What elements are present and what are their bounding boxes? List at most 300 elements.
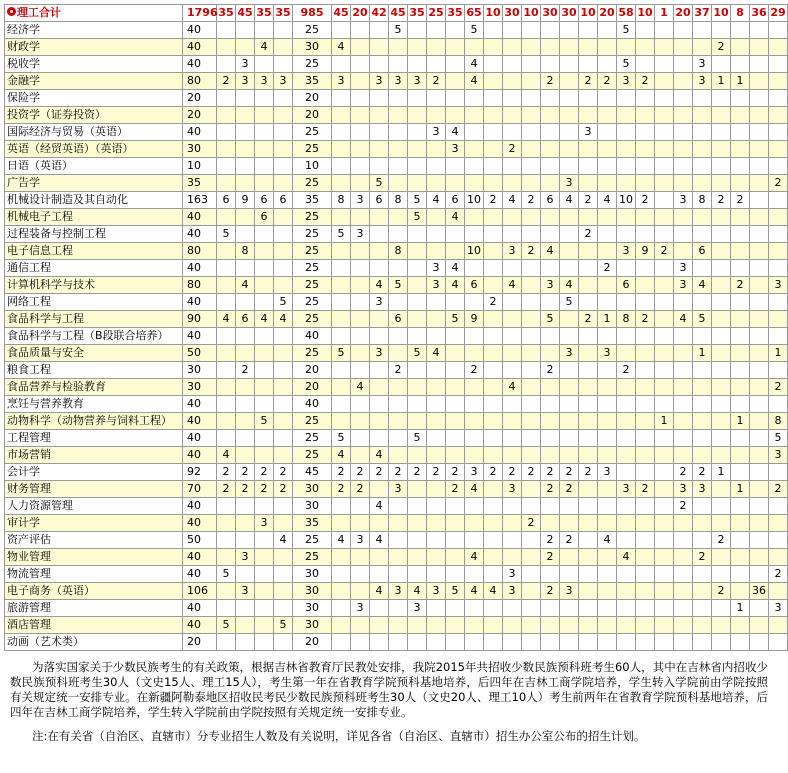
header-value-cell: 30 — [503, 5, 522, 22]
quota-cell — [465, 158, 484, 175]
quota-cell — [636, 634, 655, 651]
quota-cell — [522, 481, 541, 498]
quota-cell — [541, 634, 560, 651]
quota-cell — [769, 532, 788, 549]
quota-cell: 6 — [217, 192, 236, 209]
quota-cell — [579, 362, 598, 379]
quota-cell — [617, 566, 636, 583]
quota-cell: 3 — [351, 192, 370, 209]
quota-cell — [389, 209, 408, 226]
quota-cell — [332, 124, 351, 141]
quota-cell — [750, 39, 769, 56]
quota-cell — [255, 56, 274, 73]
major-name-cell: 财政学 — [5, 39, 183, 56]
quota-cell — [446, 39, 465, 56]
quota-cell: 6 — [255, 209, 274, 226]
quota-cell: 2 — [731, 277, 750, 294]
quota-cell — [427, 107, 446, 124]
quota-cell — [560, 158, 579, 175]
quota-cell — [351, 328, 370, 345]
quota-cell — [484, 90, 503, 107]
quota-cell: 4 — [465, 481, 484, 498]
bullet-icon — [7, 7, 16, 16]
quota-cell: 5 — [274, 617, 293, 634]
quota-cell — [579, 277, 598, 294]
quota-cell — [560, 549, 579, 566]
quota-cell — [712, 498, 731, 515]
quota-cell — [484, 515, 503, 532]
quota-cell: 2 — [712, 192, 731, 209]
quota-cell — [636, 515, 655, 532]
quota-cell — [217, 328, 236, 345]
quota-cell — [274, 158, 293, 175]
quota-cell — [446, 243, 465, 260]
quota-cell — [332, 175, 351, 192]
quota-cell: 2 — [332, 464, 351, 481]
quota-cell — [579, 413, 598, 430]
quota-cell — [332, 243, 351, 260]
quota-cell — [693, 226, 712, 243]
quota-cell — [484, 532, 503, 549]
quota-cell — [769, 634, 788, 651]
header-value-cell: 30 — [541, 5, 560, 22]
header-value-cell: 10 — [484, 5, 503, 22]
quota-cell — [408, 328, 427, 345]
quota-cell — [427, 56, 446, 73]
quota-cell — [636, 90, 655, 107]
quota-cell — [370, 243, 389, 260]
quota-cell — [693, 583, 712, 600]
quota-cell: 2 — [484, 192, 503, 209]
quota-cell — [255, 22, 274, 39]
quota-cell — [636, 430, 655, 447]
quota-cell — [351, 22, 370, 39]
quota-cell — [332, 583, 351, 600]
quota-cell: 2 — [446, 464, 465, 481]
quota-cell — [351, 243, 370, 260]
quota-cell — [255, 107, 274, 124]
quota-cell — [446, 226, 465, 243]
major-name-cell: 网络工程 — [5, 294, 183, 311]
quota-cell: 4 — [427, 192, 446, 209]
quota-cell — [655, 481, 674, 498]
quota-cell — [712, 600, 731, 617]
quota-cell — [541, 260, 560, 277]
quota-cell — [750, 532, 769, 549]
quota-cell: 4 — [484, 583, 503, 600]
quota-cell: 3 — [693, 56, 712, 73]
quota-cell — [655, 107, 674, 124]
quota-cell: 3 — [351, 226, 370, 243]
quota-cell: 2 — [636, 73, 655, 90]
quota-cell — [674, 175, 693, 192]
quota-cell: 2 — [351, 464, 370, 481]
quota-cell — [217, 498, 236, 515]
quota-cell: 3 — [598, 464, 617, 481]
quota-cell — [579, 447, 598, 464]
quota-cell — [560, 600, 579, 617]
quota-cell — [731, 311, 750, 328]
quota-cell — [503, 498, 522, 515]
quota-cell — [236, 107, 255, 124]
quota-cell: 4 — [217, 311, 236, 328]
quota-cell — [693, 362, 712, 379]
quota-cell — [579, 345, 598, 362]
quota-cell: 5 — [389, 22, 408, 39]
quota-cell — [465, 413, 484, 430]
major-name-cell: 机械电子工程 — [5, 209, 183, 226]
quota-cell — [408, 447, 427, 464]
quota-cell — [446, 600, 465, 617]
quota-cell — [693, 413, 712, 430]
quota-cell — [522, 158, 541, 175]
header-value-cell: 36 — [750, 5, 769, 22]
header-value-cell: 35 — [255, 5, 274, 22]
quota-cell — [598, 209, 617, 226]
quota-cell — [389, 447, 408, 464]
quota-cell — [389, 345, 408, 362]
quota-cell — [236, 22, 255, 39]
quota-cell — [579, 566, 598, 583]
quota-cell — [389, 430, 408, 447]
quota-cell — [731, 464, 750, 481]
quota-cell — [332, 413, 351, 430]
quota-cell — [255, 90, 274, 107]
major-total-cell: 40 — [183, 226, 217, 243]
quota-cell — [503, 124, 522, 141]
quota-cell: 8 — [389, 243, 408, 260]
table-row — [5, 39, 788, 56]
quota-cell: 3 — [560, 175, 579, 192]
quota-cell — [427, 311, 446, 328]
quota-cell — [617, 600, 636, 617]
major-total-cell: 40 — [183, 515, 217, 532]
quota-cell — [503, 107, 522, 124]
quota-cell — [389, 515, 408, 532]
quota-cell — [541, 90, 560, 107]
quota-cell — [617, 379, 636, 396]
quota-cell — [427, 600, 446, 617]
major-name-cell: 食品营养与检验教育 — [5, 379, 183, 396]
quota-cell — [769, 73, 788, 90]
quota-cell — [674, 22, 693, 39]
major-total-cell: 30 — [183, 379, 217, 396]
quota-cell — [541, 124, 560, 141]
quota-cell: 45 — [293, 464, 332, 481]
quota-cell — [731, 124, 750, 141]
quota-cell — [579, 243, 598, 260]
quota-cell: 3 — [389, 73, 408, 90]
quota-cell: 2 — [255, 481, 274, 498]
quota-cell — [674, 430, 693, 447]
quota-cell — [446, 158, 465, 175]
quota-cell — [217, 396, 236, 413]
quota-cell — [598, 447, 617, 464]
quota-cell — [693, 430, 712, 447]
major-total-cell: 50 — [183, 345, 217, 362]
table-row — [5, 226, 788, 243]
quota-cell — [636, 413, 655, 430]
quota-cell — [370, 379, 389, 396]
quota-cell: 3 — [408, 600, 427, 617]
quota-cell — [522, 141, 541, 158]
quota-cell — [560, 430, 579, 447]
quota-cell — [712, 90, 731, 107]
quota-cell — [351, 209, 370, 226]
quota-cell — [503, 515, 522, 532]
quota-cell — [446, 549, 465, 566]
quota-cell — [503, 39, 522, 56]
quota-cell — [408, 277, 427, 294]
major-name-cell: 烹饪与营养教育 — [5, 396, 183, 413]
quota-cell — [712, 56, 731, 73]
header-value-cell: 45 — [236, 5, 255, 22]
quota-cell — [617, 345, 636, 362]
quota-cell — [522, 413, 541, 430]
quota-cell — [217, 209, 236, 226]
quota-cell — [693, 22, 712, 39]
quota-cell — [560, 617, 579, 634]
quota-cell: 2 — [636, 481, 655, 498]
major-total-cell: 40 — [183, 413, 217, 430]
quota-cell — [522, 566, 541, 583]
quota-cell — [769, 362, 788, 379]
table-row — [5, 56, 788, 73]
quota-cell: 5 — [332, 345, 351, 362]
quota-cell — [693, 617, 712, 634]
quota-cell — [617, 583, 636, 600]
quota-cell — [655, 498, 674, 515]
quota-cell — [351, 430, 370, 447]
quota-cell: 2 — [351, 481, 370, 498]
quota-cell — [332, 22, 351, 39]
quota-cell — [636, 294, 655, 311]
quota-cell — [674, 583, 693, 600]
quota-cell — [674, 209, 693, 226]
quota-cell — [484, 22, 503, 39]
table-row — [5, 243, 788, 260]
quota-cell: 25 — [293, 209, 332, 226]
quota-cell: 2 — [236, 464, 255, 481]
quota-cell — [332, 379, 351, 396]
quota-cell — [693, 532, 712, 549]
quota-cell — [598, 56, 617, 73]
quota-cell — [484, 39, 503, 56]
quota-cell — [484, 396, 503, 413]
major-name-cell: 保险学 — [5, 90, 183, 107]
quota-cell — [236, 634, 255, 651]
quota-cell: 4 — [617, 549, 636, 566]
quota-cell — [408, 532, 427, 549]
quota-cell — [332, 209, 351, 226]
quota-cell — [351, 447, 370, 464]
quota-cell — [408, 413, 427, 430]
quota-cell — [769, 260, 788, 277]
quota-cell: 4 — [217, 447, 236, 464]
quota-cell — [351, 39, 370, 56]
quota-cell — [503, 294, 522, 311]
quota-cell — [446, 498, 465, 515]
quota-cell — [731, 447, 750, 464]
quota-cell — [236, 141, 255, 158]
major-total-cell: 40 — [183, 566, 217, 583]
quota-cell: 2 — [693, 549, 712, 566]
quota-cell — [522, 277, 541, 294]
quota-cell: 25 — [293, 56, 332, 73]
quota-cell — [274, 515, 293, 532]
quota-cell — [712, 328, 731, 345]
quota-cell: 5 — [408, 209, 427, 226]
quota-cell — [427, 549, 446, 566]
quota-cell — [560, 56, 579, 73]
quota-cell: 2 — [503, 141, 522, 158]
quota-cell — [274, 430, 293, 447]
quota-cell — [427, 617, 446, 634]
quota-cell — [389, 600, 408, 617]
major-total-cell: 40 — [183, 209, 217, 226]
quota-cell — [769, 311, 788, 328]
table-row — [5, 294, 788, 311]
quota-cell — [255, 328, 274, 345]
quota-cell — [541, 345, 560, 362]
quota-cell — [693, 600, 712, 617]
quota-cell — [750, 379, 769, 396]
quota-cell — [541, 294, 560, 311]
quota-cell — [636, 447, 655, 464]
quota-cell — [541, 447, 560, 464]
quota-cell — [579, 260, 598, 277]
quota-cell — [731, 175, 750, 192]
quota-cell — [731, 56, 750, 73]
quota-cell — [217, 56, 236, 73]
quota-cell: 2 — [217, 73, 236, 90]
quota-cell: 3 — [370, 345, 389, 362]
quota-cell — [560, 141, 579, 158]
quota-cell — [636, 498, 655, 515]
quota-cell: 1 — [731, 481, 750, 498]
quota-cell: 2 — [769, 566, 788, 583]
quota-cell — [560, 634, 579, 651]
quota-cell — [484, 600, 503, 617]
quota-cell: 3 — [427, 260, 446, 277]
quota-cell — [750, 294, 769, 311]
quota-cell — [332, 158, 351, 175]
footnote: 注:在有关省（自治区、直辖市）分专业招生人数及有关说明，详见各省（自治区、直辖市）招生办公室公布的招生计划。 — [32, 729, 646, 743]
quota-cell: 5 — [408, 430, 427, 447]
quota-cell — [332, 396, 351, 413]
quota-cell — [560, 328, 579, 345]
quota-cell — [370, 90, 389, 107]
quota-cell: 4 — [693, 277, 712, 294]
quota-cell — [579, 430, 598, 447]
quota-cell — [655, 362, 674, 379]
quota-cell — [636, 617, 655, 634]
quota-cell — [332, 107, 351, 124]
quota-cell — [236, 600, 255, 617]
quota-cell — [408, 617, 427, 634]
quota-cell: 8 — [332, 192, 351, 209]
quota-cell — [351, 56, 370, 73]
quota-cell — [465, 532, 484, 549]
quota-cell — [446, 90, 465, 107]
quota-cell — [617, 124, 636, 141]
quota-cell: 2 — [541, 73, 560, 90]
quota-cell — [636, 22, 655, 39]
quota-cell — [446, 430, 465, 447]
quota-cell — [255, 294, 274, 311]
quota-cell — [274, 175, 293, 192]
quota-cell — [750, 56, 769, 73]
quota-cell — [427, 515, 446, 532]
quota-cell — [598, 600, 617, 617]
quota-cell — [674, 243, 693, 260]
major-total-cell: 40 — [183, 600, 217, 617]
quota-cell — [236, 345, 255, 362]
quota-cell — [522, 39, 541, 56]
quota-cell: 25 — [293, 226, 332, 243]
quota-cell — [503, 447, 522, 464]
quota-cell — [712, 22, 731, 39]
quota-cell — [522, 396, 541, 413]
quota-cell — [712, 124, 731, 141]
quota-cell — [579, 209, 598, 226]
quota-cell: 2 — [598, 260, 617, 277]
quota-cell — [351, 617, 370, 634]
quota-cell: 35 — [293, 515, 332, 532]
quota-cell: 3 — [351, 532, 370, 549]
quota-cell — [408, 22, 427, 39]
quota-cell: 1 — [712, 464, 731, 481]
quota-cell — [636, 583, 655, 600]
quota-cell — [408, 498, 427, 515]
quota-cell — [579, 22, 598, 39]
quota-cell — [217, 90, 236, 107]
quota-cell — [636, 396, 655, 413]
quota-cell — [712, 345, 731, 362]
quota-cell — [255, 379, 274, 396]
quota-cell — [332, 634, 351, 651]
major-total-cell: 80 — [183, 243, 217, 260]
quota-cell — [655, 617, 674, 634]
quota-cell — [750, 311, 769, 328]
quota-cell — [598, 107, 617, 124]
quota-cell — [255, 362, 274, 379]
quota-cell — [217, 277, 236, 294]
quota-cell: 3 — [560, 583, 579, 600]
quota-cell: 2 — [236, 481, 255, 498]
quota-cell — [693, 498, 712, 515]
table-row — [5, 413, 788, 430]
major-total-cell: 40 — [183, 124, 217, 141]
quota-cell — [484, 447, 503, 464]
quota-cell — [255, 549, 274, 566]
quota-cell: 2 — [560, 481, 579, 498]
quota-cell — [598, 413, 617, 430]
quota-cell — [731, 498, 750, 515]
quota-cell — [217, 124, 236, 141]
quota-cell — [560, 22, 579, 39]
quota-cell — [351, 498, 370, 515]
quota-cell — [370, 362, 389, 379]
quota-cell — [769, 22, 788, 39]
major-name-cell: 广告学 — [5, 175, 183, 192]
quota-cell — [674, 141, 693, 158]
quota-cell — [712, 158, 731, 175]
quota-cell: 4 — [674, 311, 693, 328]
quota-cell — [636, 56, 655, 73]
quota-cell: 2 — [769, 481, 788, 498]
major-name-cell: 通信工程 — [5, 260, 183, 277]
